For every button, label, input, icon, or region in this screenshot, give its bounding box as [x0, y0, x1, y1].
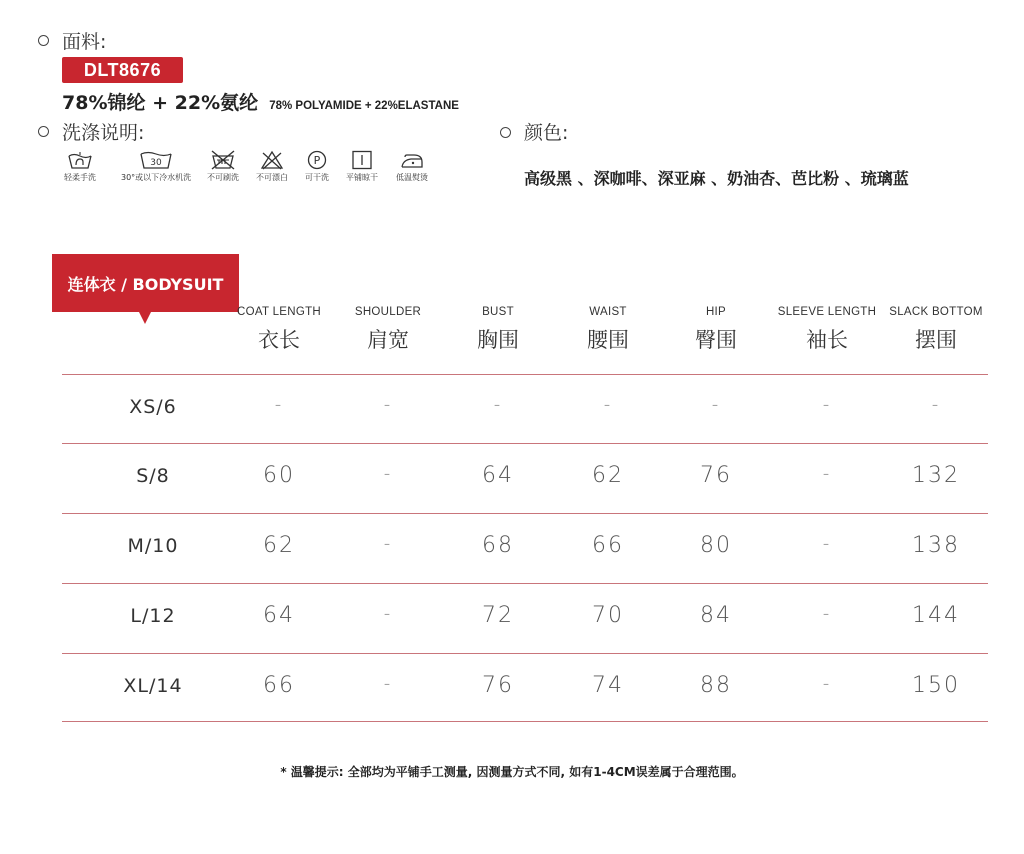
table-cell: -	[822, 394, 832, 415]
column-header-en: SHOULDER	[354, 306, 422, 318]
table-cell: -	[711, 394, 721, 415]
table-cell: -	[383, 533, 393, 554]
column-header	[224, 306, 334, 354]
column-header-cn: 衣长	[258, 328, 300, 352]
column-header	[553, 306, 663, 354]
fabric-heading: 面料:	[62, 31, 107, 53]
table-cell: 76	[482, 673, 514, 698]
column-header-en: WAIST	[589, 306, 627, 318]
table-cell: 88	[700, 673, 732, 698]
size-label: XL/14	[123, 675, 183, 697]
size-label: L/12	[130, 605, 176, 627]
row-divider	[62, 443, 988, 444]
care-label: 不可刷洗	[207, 173, 239, 182]
column-header-cn: 袖长	[806, 328, 848, 352]
table-cell: -	[822, 533, 832, 554]
composition-cn: 78%锦纶 + 22%氨纶	[62, 92, 259, 114]
table-cell: 64	[263, 603, 295, 628]
table-cell: 76	[700, 463, 732, 488]
row-divider	[62, 513, 988, 514]
care-label: 平铺晾干	[346, 173, 378, 182]
table-cell: 64	[482, 463, 514, 488]
colors-heading: 颜色:	[524, 122, 569, 144]
column-header-en: COAT LENGTH	[236, 306, 322, 318]
care-label: 30°或以下冷水机洗	[121, 173, 192, 182]
table-cell: -	[383, 463, 393, 484]
table-cell: 138	[912, 533, 960, 558]
row-divider	[62, 583, 988, 584]
table-cell: 150	[912, 673, 960, 698]
size-label: M/10	[127, 535, 179, 557]
bullet-circle-icon	[500, 127, 511, 138]
table-cell: 62	[263, 533, 295, 558]
column-header-cn: 臀围	[695, 328, 737, 352]
column-header-en: HIP	[705, 306, 727, 318]
low-iron-icon	[399, 150, 425, 170]
row-divider	[62, 721, 988, 722]
table-cell: 80	[700, 533, 732, 558]
table-cell: -	[603, 394, 613, 415]
size-label: S/8	[136, 465, 170, 487]
table-cell: 66	[263, 673, 295, 698]
column-header	[661, 306, 771, 354]
bodysuit-tag: 连体衣 / BODYSUIT	[52, 254, 239, 312]
table-cell: 74	[592, 673, 624, 698]
column-header-cn: 腰围	[587, 328, 629, 352]
machine-wash-30-icon	[139, 150, 173, 170]
table-cell: -	[931, 394, 941, 415]
table-cell: -	[822, 603, 832, 624]
care-label: 不可漂白	[256, 173, 288, 182]
care-item-low-iron	[382, 150, 442, 183]
table-cell: -	[493, 394, 503, 415]
dry-clean-p-icon	[306, 150, 328, 170]
no-bleach-icon	[260, 150, 284, 170]
table-cell: 132	[912, 463, 960, 488]
composition-en: 78% POLYAMIDE + 22%ELASTANE	[269, 100, 459, 112]
column-header-en: BUST	[482, 306, 514, 318]
table-cell: -	[822, 673, 832, 694]
column-header	[772, 306, 882, 354]
row-divider	[62, 653, 988, 654]
table-cell: 62	[592, 463, 624, 488]
table-cell: 66	[592, 533, 624, 558]
bullet-circle-icon	[38, 126, 49, 137]
bullet-circle-icon	[38, 35, 49, 46]
table-cell: 68	[482, 533, 514, 558]
measurement-note: * 温馨提示: 全部均为平铺手工测量, 因测量方式不同, 如有1-4CM误差属于合理范围。	[280, 765, 744, 779]
column-header-en: SLEEVE LENGTH	[777, 306, 877, 318]
column-header	[443, 306, 553, 354]
table-cell: -	[383, 673, 393, 694]
column-header	[333, 306, 443, 354]
table-cell: 70	[592, 603, 624, 628]
table-cell: 72	[482, 603, 514, 628]
no-brush-icon	[210, 150, 236, 170]
care-label: 可干洗	[305, 173, 329, 182]
table-cell: 60	[263, 463, 295, 488]
product-code-badge: DLT8676	[62, 57, 183, 83]
care-label: 低温熨烫	[396, 173, 428, 182]
column-header-en: SLACK BOTTOM	[889, 306, 983, 318]
flat-dry-icon	[351, 150, 373, 170]
fabric-composition	[62, 88, 459, 115]
table-cell: -	[274, 394, 284, 415]
care-label: 轻柔手洗	[64, 173, 96, 182]
column-header-cn: 摆围	[915, 328, 957, 352]
table-cell: 144	[912, 603, 960, 628]
care-item-machine-wash	[121, 150, 191, 183]
table-cell: -	[383, 394, 393, 415]
column-header	[881, 306, 991, 354]
table-cell: -	[822, 463, 832, 484]
size-label: XS/6	[129, 396, 177, 418]
wash-temp: 30	[150, 158, 162, 168]
row-divider	[62, 374, 988, 375]
column-header-cn: 肩宽	[367, 328, 409, 352]
column-header-cn: 胸围	[477, 328, 519, 352]
care-heading: 洗涤说明:	[62, 122, 145, 144]
dry-clean-letter: P	[313, 154, 321, 167]
table-cell: -	[383, 603, 393, 624]
gentle-hand-wash-icon	[67, 150, 93, 170]
colors-list: 高级黑 、深咖啡、深亚麻 、奶油杏、芭比粉 、琉璃蓝	[524, 169, 909, 188]
table-cell: 84	[700, 603, 732, 628]
care-item-hand-wash	[50, 150, 110, 183]
